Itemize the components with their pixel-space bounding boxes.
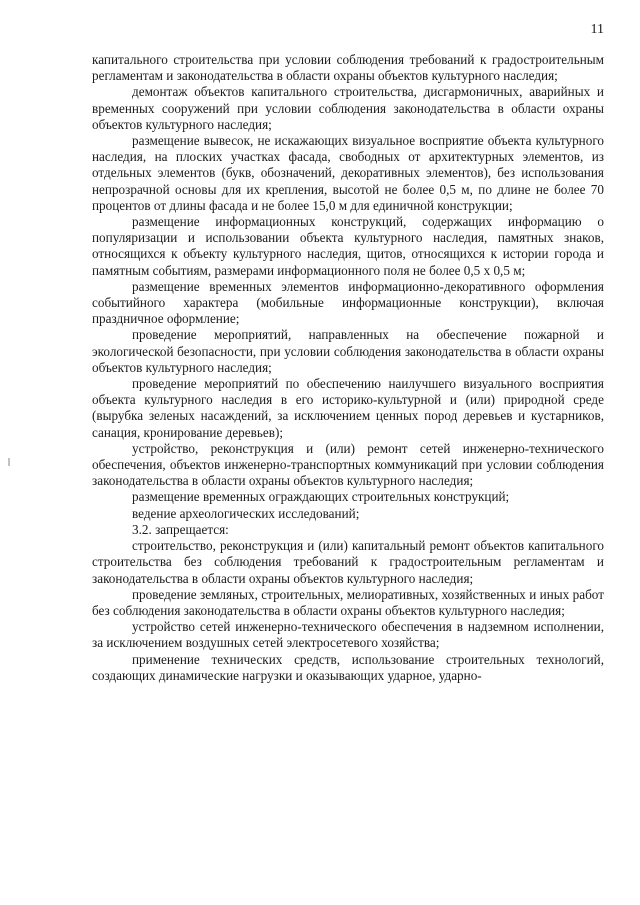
page-number: 11 bbox=[590, 22, 604, 37]
paragraph-earthworks-prohibited: проведение земляных, строительных, мелиоративных, хозяйственных и иных работ без соблюдения законодательства в области охраны объектов культурного наследия; bbox=[92, 586, 604, 618]
paragraph-info-structures: размещение информационных конструкций, содержащих информацию о популяризации и использовании объекта культурного наследия, памятных знаков, относящихся к объекту культурного наследия, щитов, относящихся к истории города и памятным событиям, размерами информационного поля не более 0,5 х 0,5 м; bbox=[92, 214, 604, 278]
paragraph-temporary-decor: размещение временных элементов информационно-декоративного оформления событийного характера (мобильные информационные конструкции), включая праздничное оформление; bbox=[92, 278, 604, 327]
paragraph-visual-perception: проведение мероприятий по обеспечению наилучшего визуального восприятия объекта культурного наследия в его историко-культурной и (или) природной среде (вырубка зеленых насаждений, за исключением ценных пород деревьев и кустарников, санация, кронирование деревьев); bbox=[92, 376, 604, 440]
document-body bbox=[92, 52, 604, 684]
paragraph-fire-safety: проведение мероприятий, направленных на обеспечение пожарной и экологической безопасности, при условии соблюдения законодательства в области охраны объектов культурного наследия; bbox=[92, 327, 604, 375]
paragraph-dynamic-loads-prohibited: применение технических средств, использование строительных технологий, создающих динамические нагрузки и оказывающих ударное, ударно- bbox=[92, 651, 604, 683]
paragraph-overhead-networks-prohibited: устройство сетей инженерно-технического обеспечения в надземном исполнении, за исключением воздушных сетей электросетевого хозяйства; bbox=[92, 619, 604, 651]
paragraph-archaeology: ведение археологических исследований; bbox=[132, 505, 360, 521]
paragraph-dismantling: демонтаж объектов капитального строительства, дисгармоничных, аварийных и временных сооружений при условии соблюдения законодательства в области охраны объектов культурного наследия; bbox=[92, 84, 604, 132]
paragraph-construction-prohibited: строительство, реконструкция и (или) капитальный ремонт объектов капитального строительства без соблюдения требований к градостроительным регламентам и законодательства в области охраны объектов культурного наследия; bbox=[92, 538, 604, 586]
paragraph-engineering-networks: устройство, реконструкция и (или) ремонт сетей инженерно-технического обеспечения, объектов инженерно-транспортных коммуникаций при условии соблюдения законодательства в области охраны объектов культурного наследия; bbox=[92, 440, 604, 489]
section-heading-prohibited: 3.2. запрещается: bbox=[132, 521, 229, 537]
paragraph-temporary-fencing: размещение временных ограждающих строительных конструкций; bbox=[132, 489, 510, 505]
paragraph-signage: размещение вывесок, не искажающих визуальное восприятие объекта культурного наследия, на плоских участках фасада, свободных от архитектурных элементов, из отдельных элементов (букв, обозначений, декоративных элементов), без использования непрозрачной основы для их крепления, высотой не более 0,5 м, по длине не более 70 процентов от длины фасада и не более 15,0 м для единичной конструкции; bbox=[92, 133, 604, 213]
scan-artifact bbox=[8, 458, 10, 466]
paragraph-continuation: капитального строительства при условии соблюдения требований к градостроительным регламентам и законодательства в области охраны объектов культурного наследия; bbox=[92, 52, 604, 84]
